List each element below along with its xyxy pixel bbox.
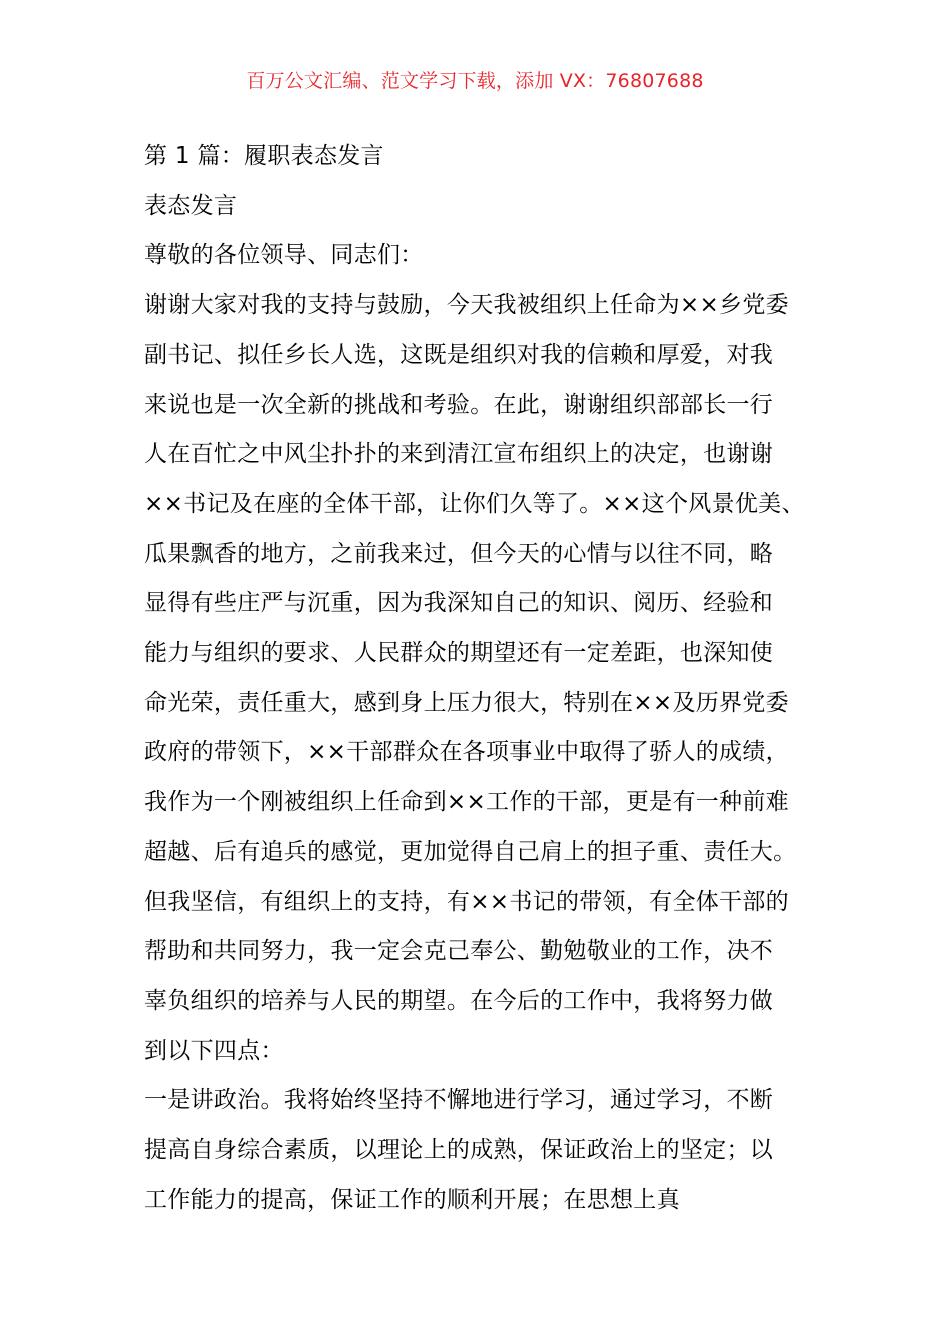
salutation-line: 尊敬的各位领导、同志们：: [144, 242, 424, 269]
text-line: 瓜果飘香的地方，之前我来过，但今天的心情与以往不同，略: [144, 540, 774, 567]
text-line: 来说也是一次全新的挑战和考验。在此，谢谢组织部部长一行: [144, 391, 774, 418]
text-line: 命光荣，责任重大，感到身上压力很大，特别在××及历界党委: [144, 689, 789, 716]
text-line: 工作能力的提高，保证工作的顺利开展；在思想上真: [144, 1186, 680, 1213]
text-line: ××书记及在座的全体干部，让你们久等了。××这个风景优美、: [144, 490, 805, 517]
text-line: 能力与组织的要求、人民群众的期望还有一定差距，也深知使: [144, 640, 774, 667]
text-line: 帮助和共同努力，我一定会克己奉公、勤勉敬业的工作，决不: [144, 938, 774, 965]
text-line: 但我坚信，有组织上的支持，有××书记的带领，有全体干部的: [144, 888, 789, 915]
text-line: 辜负组织的培养与人民的期望。在今后的工作中，我将努力做: [144, 987, 774, 1014]
text-line: 到以下四点：: [144, 1037, 284, 1064]
text-line: 人在百忙之中风尘扑扑的来到清江宣布组织上的决定，也谢谢: [144, 441, 774, 468]
text-line: 副书记、拟任乡长人选，这既是组织对我的信赖和厚爱，对我: [144, 341, 774, 368]
text-line: 我作为一个刚被组织上任命到××工作的干部，更是有一种前难: [144, 789, 789, 816]
watermark-header: 百万公文汇编、范文学习下载，添加 VX：76807688: [246, 70, 704, 92]
text-line: 一是讲政治。我将始终坚持不懈地进行学习，通过学习，不断: [144, 1087, 774, 1114]
heading-line: 第 1 篇：履职表态发言: [144, 143, 384, 169]
text-line: 提高自身综合素质，以理论上的成熟，保证政治上的坚定；以: [144, 1137, 774, 1164]
text-line: 谢谢大家对我的支持与鼓励，今天我被组织上任命为××乡党委: [144, 292, 789, 319]
text-line: 政府的带领下，××干部群众在各项事业中取得了骄人的成绩，: [144, 739, 789, 766]
text-line: 显得有些庄严与沉重，因为我深知自己的知识、阅历、经验和: [144, 590, 774, 617]
subheading-line: 表态发言: [144, 192, 238, 219]
text-line: 超越、后有追兵的感觉，更加觉得自己肩上的担子重、责任大。: [144, 838, 797, 865]
document-body: [144, 132, 834, 1225]
